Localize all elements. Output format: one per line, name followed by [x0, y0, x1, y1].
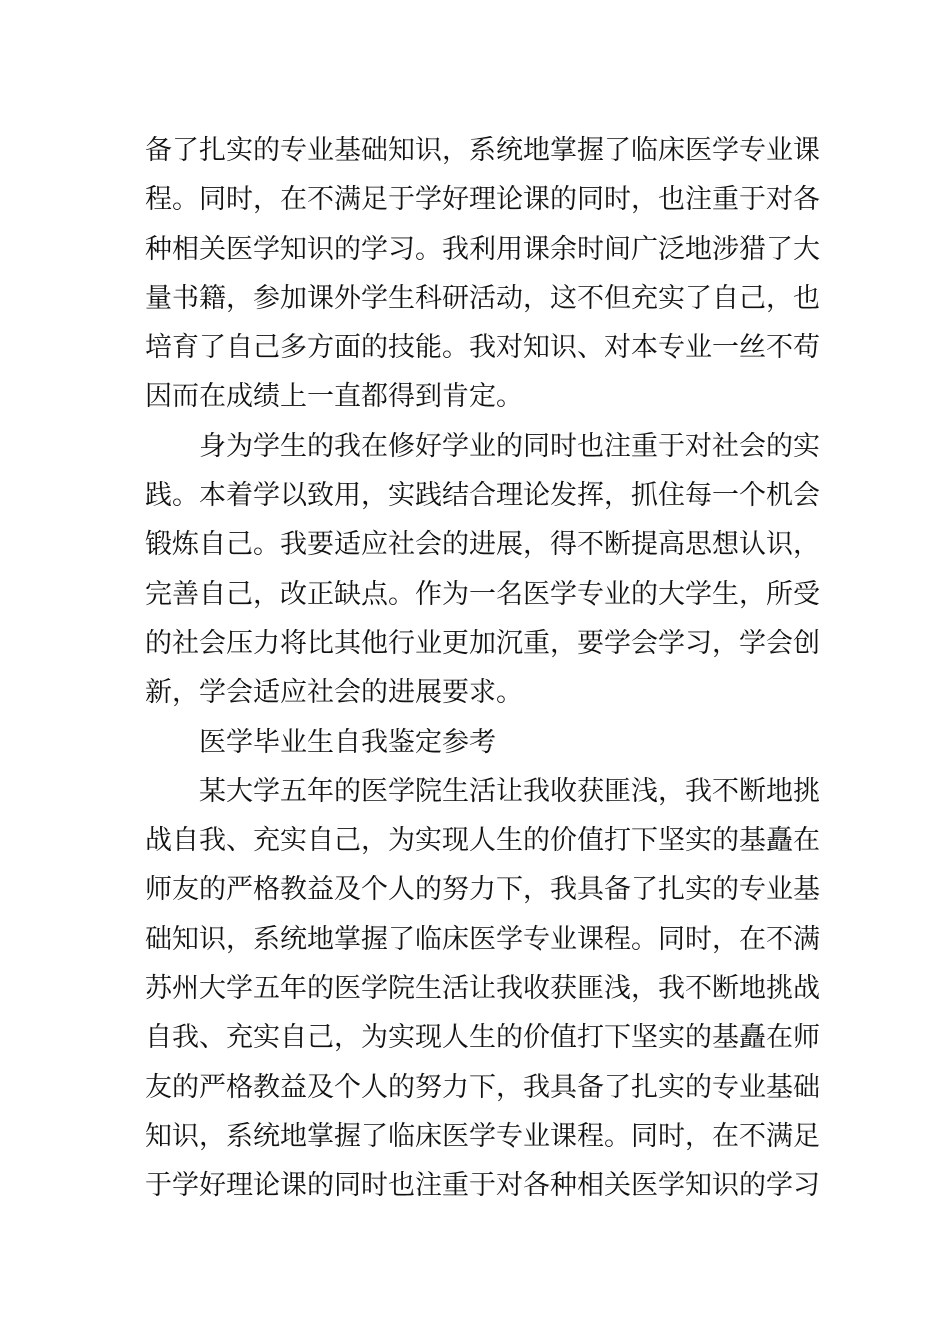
text-line: 苏州大学五年的医学院生活让我收获匪浅，我不断地挑战: [145, 973, 820, 1005]
body-text: [145, 126, 820, 1211]
text-line: 知识，系统地掌握了临床医学专业课程。同时，在不满足: [145, 1120, 820, 1152]
section-heading: 医学毕业生自我鉴定参考: [199, 726, 496, 758]
text-line: 自我、充实自己，为实现人生的价值打下坚实的基矗在师: [145, 1022, 820, 1054]
text-line: 锻炼自己。我要适应社会的进展，得不断提高思想认识，: [145, 529, 820, 561]
text-line: 础知识，系统地掌握了临床医学专业课程。同时，在不满: [145, 923, 820, 955]
text-line: 身为学生的我在修好学业的同时也注重于对社会的实: [199, 430, 820, 462]
text-line: 培育了自己多方面的技能。我对知识、对本专业一丝不苟: [145, 332, 820, 364]
text-line: 战自我、充实自己，为实现人生的价值打下坚实的基矗在: [145, 825, 820, 857]
text-line: 某大学五年的医学院生活让我收获匪浅，我不断地挑: [199, 775, 820, 807]
text-line: 的社会压力将比其他行业更加沉重，要学会学习，学会创: [145, 627, 820, 659]
text-line: 师友的严格教益及个人的努力下，我具备了扎实的专业基: [145, 874, 820, 906]
text-line: 新，学会适应社会的进展要求。: [145, 677, 523, 709]
text-line: 完善自己，改正缺点。作为一名医学专业的大学生，所受: [145, 578, 820, 610]
text-line: 程。同时，在不满足于学好理论课的同时，也注重于对各: [145, 184, 820, 216]
text-line: 践。本着学以致用，实践结合理论发挥，抓住每一个机会: [145, 480, 820, 512]
text-line: 备了扎实的专业基础知识，系统地掌握了临床医学专业课: [145, 135, 820, 166]
text-line: 因而在成绩上一直都得到肯定。: [145, 381, 523, 413]
text-line: 友的严格教益及个人的努力下，我具备了扎实的专业基础: [145, 1071, 820, 1103]
text-line: 量书籍，参加课外学生科研活动，这不但充实了自己，也: [145, 282, 820, 314]
text-line: 种相关医学知识的学习。我利用课余时间广泛地涉猎了大: [145, 233, 820, 265]
text-line: 于学好理论课的同时也注重于对各种相关医学知识的学习: [145, 1170, 820, 1202]
